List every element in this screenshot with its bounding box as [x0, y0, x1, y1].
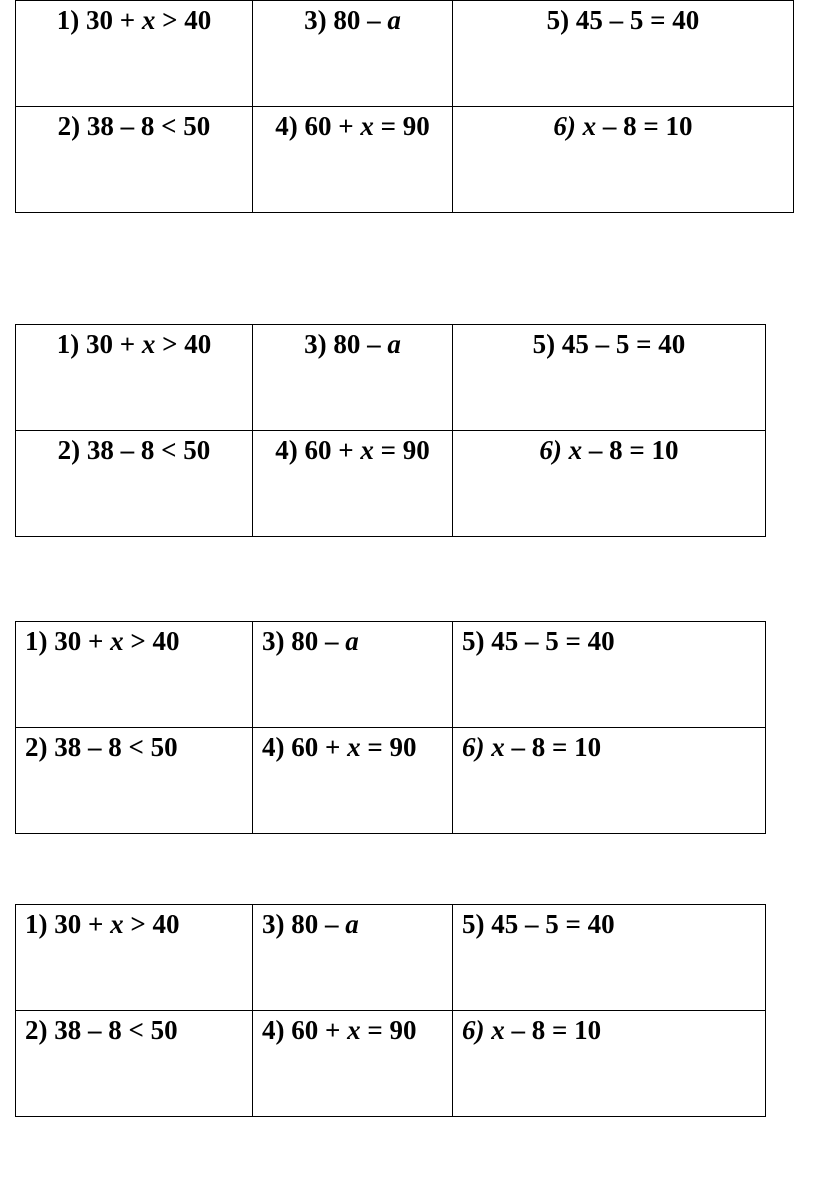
task-card-2 — [15, 324, 766, 537]
task-row-2 — [16, 1011, 766, 1117]
task-cell-2: 2) 38 – 8 < 50 — [16, 1011, 253, 1117]
task-cell-4: 4) 60 + x = 90 — [253, 107, 453, 213]
task-cell-3: 3) 80 – a — [253, 905, 453, 1011]
task-cell-5: 5) 45 – 5 = 40 — [453, 622, 766, 728]
task-cell-6: 6) x – 8 = 10 — [453, 431, 766, 537]
task-cell-1: 1) 30 + x > 40 — [16, 905, 253, 1011]
task-cell-3: 3) 80 – a — [253, 325, 453, 431]
task-cell-1: 1) 30 + x > 40 — [16, 622, 253, 728]
task-cell-6: 6) x – 8 = 10 — [453, 1011, 766, 1117]
task-cell-2: 2) 38 – 8 < 50 — [16, 728, 253, 834]
task-row-2 — [16, 107, 794, 213]
task-cell-2: 2) 38 – 8 < 50 — [16, 431, 253, 537]
task-card-3 — [15, 621, 766, 834]
task-cell-5: 5) 45 – 5 = 40 — [453, 1, 794, 107]
task-cell-1: 1) 30 + x > 40 — [16, 1, 253, 107]
task-card-4 — [15, 904, 766, 1117]
task-cell-4: 4) 60 + x = 90 — [253, 431, 453, 537]
task-row-1 — [16, 905, 766, 1011]
task-cell-6: 6) x – 8 = 10 — [453, 107, 794, 213]
task-cell-2: 2) 38 – 8 < 50 — [16, 107, 253, 213]
task-cell-3: 3) 80 – a — [253, 622, 453, 728]
task-cell-4: 4) 60 + x = 90 — [253, 1011, 453, 1117]
task-card-1 — [15, 0, 794, 213]
task-cell-5: 5) 45 – 5 = 40 — [453, 325, 766, 431]
task-cell-1: 1) 30 + x > 40 — [16, 325, 253, 431]
task-row-2 — [16, 431, 766, 537]
task-cell-5: 5) 45 – 5 = 40 — [453, 905, 766, 1011]
task-row-1 — [16, 325, 766, 431]
task-row-1 — [16, 1, 794, 107]
task-row-2 — [16, 728, 766, 834]
task-row-1 — [16, 622, 766, 728]
task-cell-6: 6) x – 8 = 10 — [453, 728, 766, 834]
task-cell-4: 4) 60 + x = 90 — [253, 728, 453, 834]
task-cell-3: 3) 80 – a — [253, 1, 453, 107]
